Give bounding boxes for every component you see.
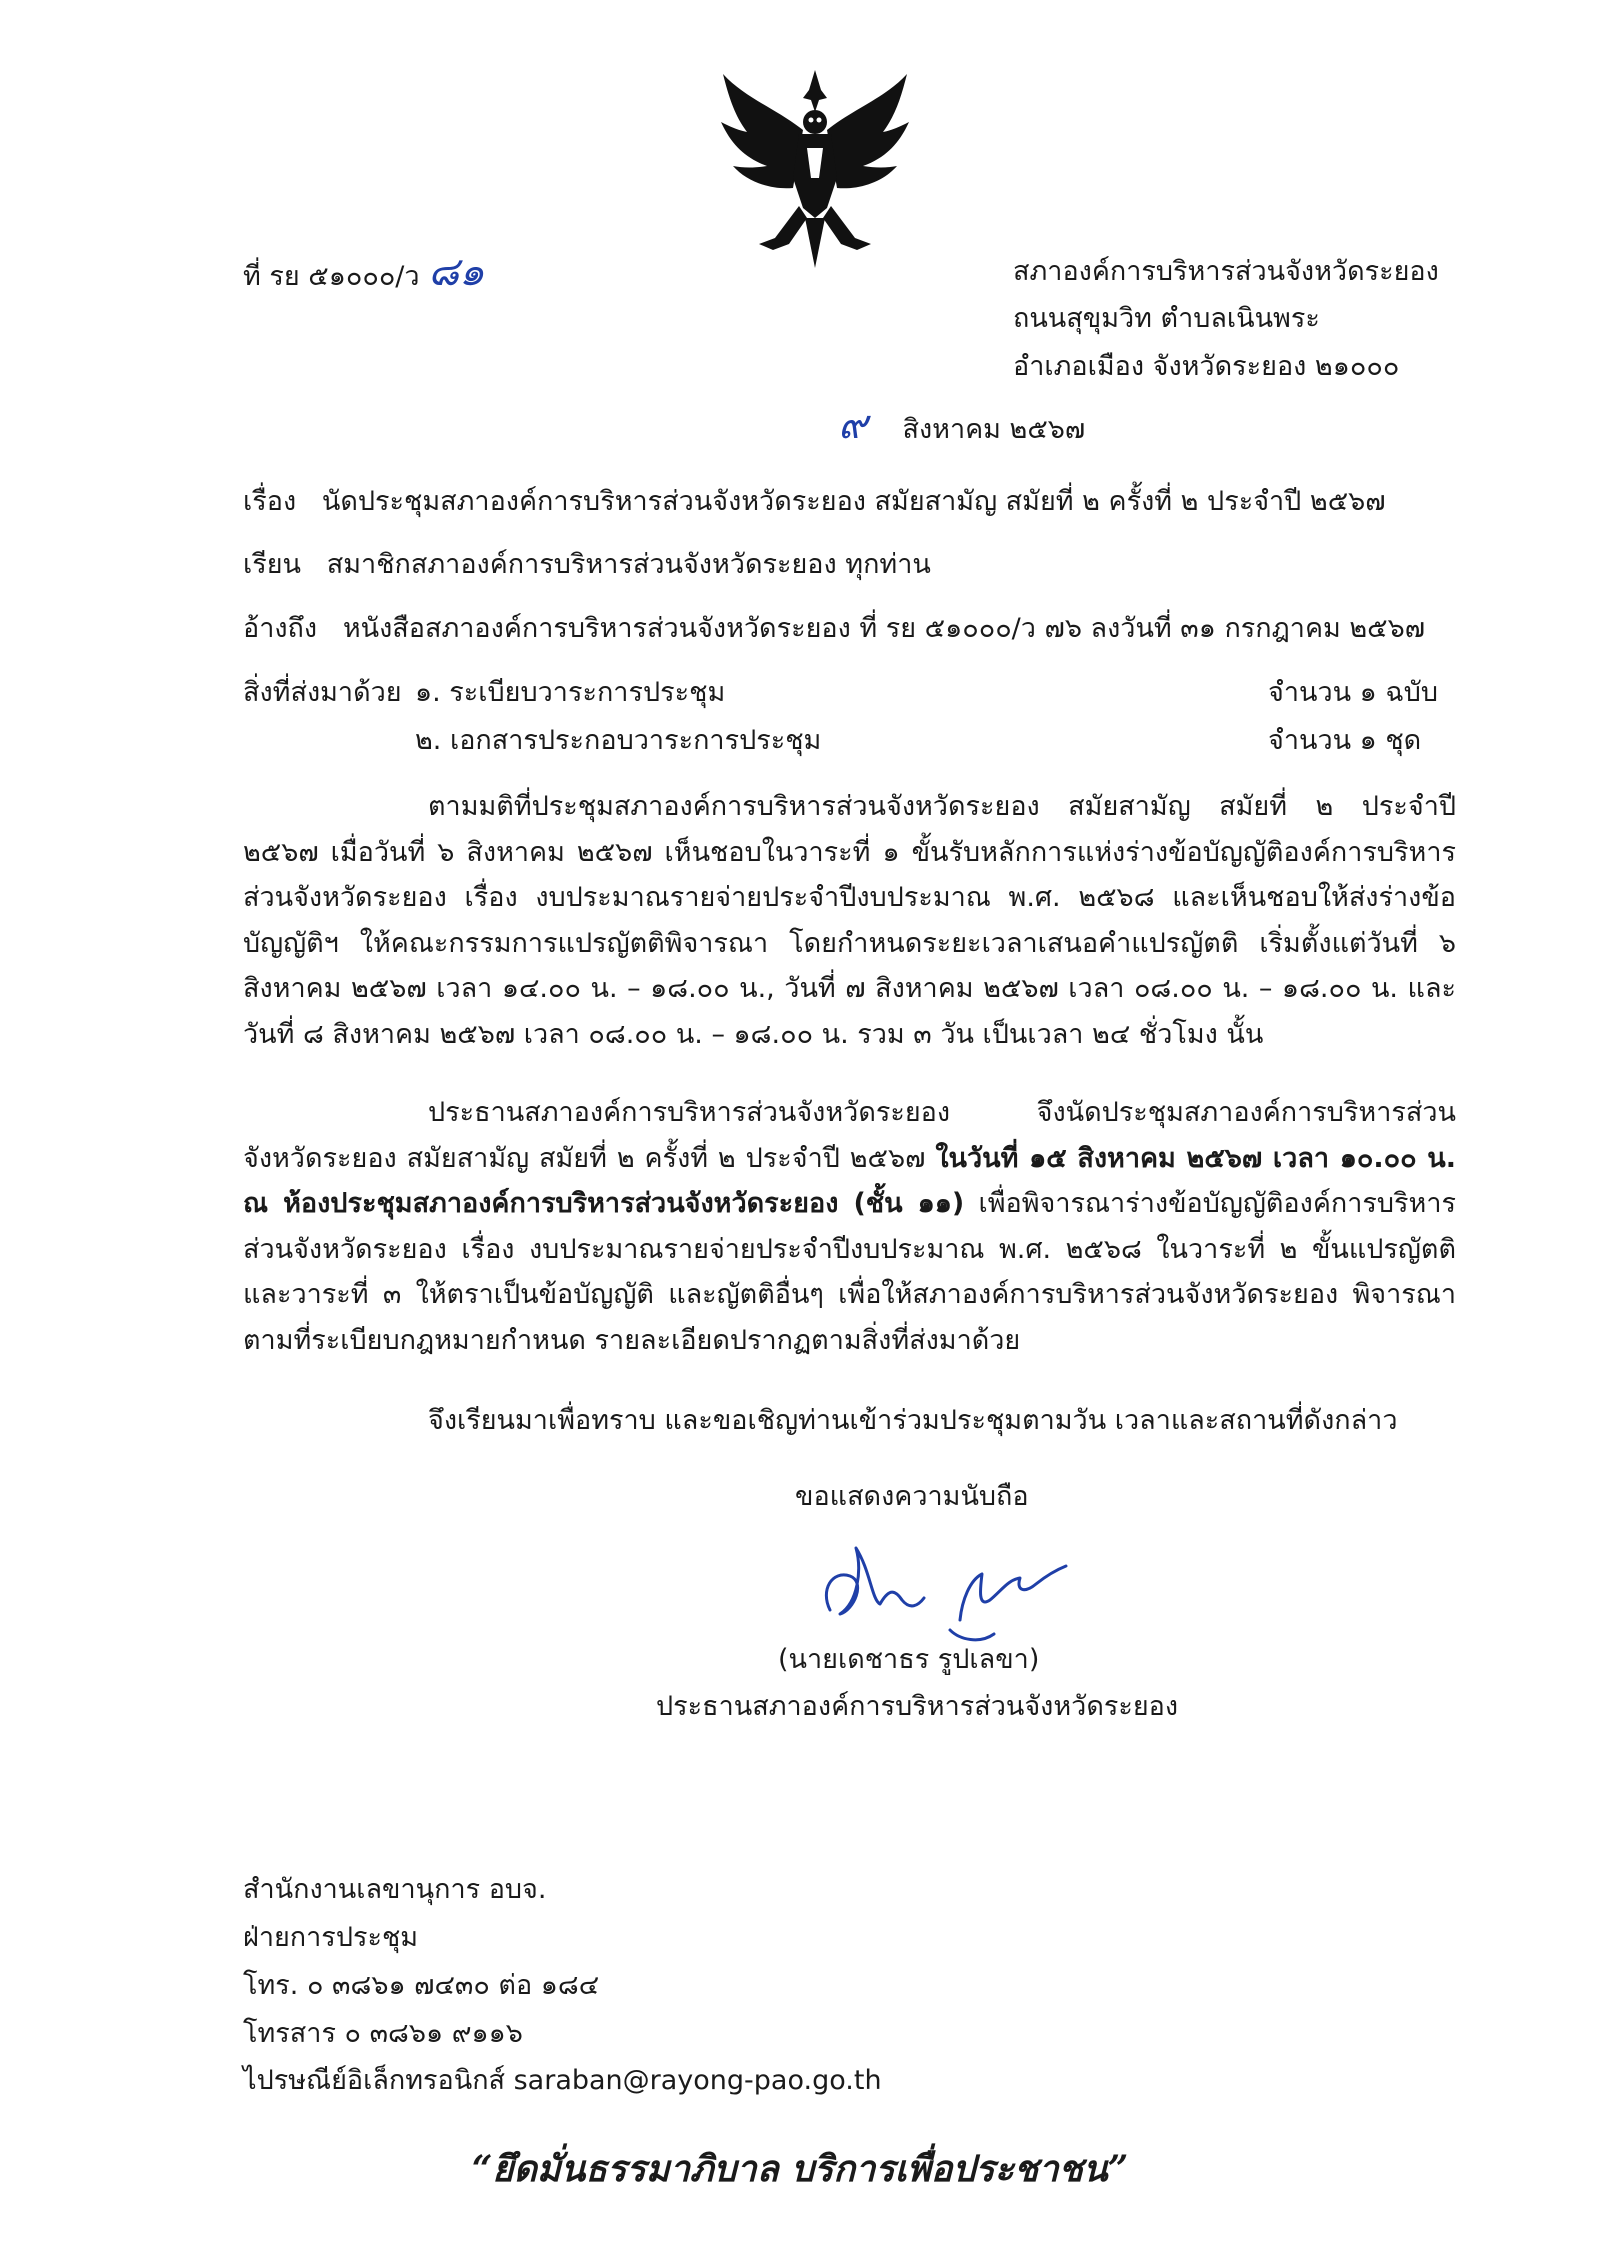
garuda-emblem: [715, 68, 915, 278]
reference-label: อ้างถึง: [243, 613, 318, 644]
enclosure-item-2: ๒. เอกสารประกอบวาระการประชุม: [415, 725, 822, 756]
body-paragraph-1: [243, 784, 1456, 1057]
contact-email: ไปรษณีย์อิเล็กทรอนิกส์ saraban@rayong-pao.go.th: [243, 2065, 882, 2096]
contact-fax: โทรสาร ๐ ๓๘๖๑ ๙๑๑๖: [243, 2018, 523, 2049]
signer-name: (นายเดชาธร รูปเลขา): [778, 1644, 1040, 1675]
subject-label: เรื่อง: [243, 486, 297, 517]
document-number-prefix: ที่ รย ๕๑๐๐๐/ว: [243, 261, 420, 292]
recipient-text: สมาชิกสภาองค์การบริหารส่วนจังหวัดระยอง ทุกท่าน: [326, 549, 931, 580]
signature-handwritten: [810, 1530, 1080, 1650]
closing-salutation: ขอแสดงความนับถือ: [795, 1481, 1029, 1512]
reference-text: หนังสือสภาองค์การบริหารส่วนจังหวัดระยอง ที่ รย ๕๑๐๐๐/ว ๗๖ ลงวันที่ ๓๑ กรกฎาคม ๒๕๖๗: [342, 613, 1426, 644]
contact-phone: โทร. ๐ ๓๘๖๑ ๗๔๓๐ ต่อ ๑๘๔: [243, 1970, 600, 2001]
document-number-handwritten: ๘๑: [428, 249, 485, 295]
recipient-label: เรียน: [243, 549, 302, 580]
org-district: อำเภอเมือง จังหวัดระยอง ๒๑๐๐๐: [1013, 351, 1400, 382]
subject-text: นัดประชุมสภาองค์การบริหารส่วนจังหวัดระยอง สมัยสามัญ สมัยที่ ๒ ครั้งที่ ๒ ประจำปี ๒๕๖๗: [321, 486, 1386, 517]
enclosure-qty-1: จำนวน ๑ ฉบับ: [1268, 677, 1439, 708]
contact-section: ฝ่ายการประชุม: [243, 1922, 419, 1953]
document-number: [243, 249, 485, 295]
enclosures-label: สิ่งที่ส่งมาด้วย: [243, 677, 402, 708]
reference-line: [243, 612, 1425, 646]
body-paragraph-2-text-a: ประธานสภาองค์การบริหารส่วนจังหวัดระยอง จึงนัดประชุมสภาองค์การบริหารส่วนจังหวัดระยอง สมัยสามัญ สมัยที่ ๒ ครั้งที่ ๒ ประจำปี ๒๕๖๗: [243, 1097, 1456, 1174]
org-name: สภาองค์การบริหารส่วนจังหวัดระยอง: [1013, 256, 1439, 287]
meeting-datetime-venue: ในวันที่ ๑๕ สิงหาคม ๒๕๖๗ เวลา ๑๐.๐๐ น. ณ ห้องประชุมสภาองค์การบริหารส่วนจังหวัดระยอง (ชั้น ๑๑): [243, 1142, 1456, 1219]
body-paragraph-3: [243, 1398, 1456, 1444]
body-paragraph-2-text-b: เพื่อพิจารณาร่างข้อบัญญัติองค์การบริหารส่วนจังหวัดระยอง เรื่อง งบประมาณรายจ่ายประจำปีงบประมาณ พ.ศ. ๒๕๖๘ ในวาระที่ ๒ ขั้นแปรญัตติ และวาระที่ ๓ ให้ตราเป็นข้อบัญญัติ และญัตติอื่นๆ เพื่อให้สภาองค์การบริหารส่วนจังหวัดระยอง พิจารณาตามที่ระเบียบกฎหมายกำหนด รายละเอียดปรากฏตามสิ่งที่ส่งมาด้วย: [243, 1188, 1456, 1356]
contact-office: สำนักงานเลขานุการ อบจ.: [243, 1874, 547, 1905]
date-day-handwritten: ๙: [838, 402, 868, 448]
body-paragraph-2: [243, 1090, 1456, 1363]
body-paragraph-1-text: ตามมติที่ประชุมสภาองค์การบริหารส่วนจังหวัดระยอง สมัยสามัญ สมัยที่ ๒ ประจำปี ๒๕๖๗ เมื่อวันที่ ๖ สิงหาคม ๒๕๖๗ เห็นชอบในวาระที่ ๑ ขั้นรับหลักการแห่งร่างข้อบัญญัติองค์การบริหารส่วนจังหวัดระยอง เรื่อง งบประมาณรายจ่ายประจำปีงบประมาณ พ.ศ. ๒๕๖๘ และเห็นชอบให้ส่งร่างข้อบัญญัติฯ ให้คณะกรรมการแปรญัตติพิจารณา โดยกำหนดระยะเวลาเสนอคำแปรญัตติ เริ่มตั้งแต่วันที่ ๖ สิงหาคม ๒๕๖๗ เวลา ๑๔.๐๐ น. – ๑๘.๐๐ น., วันที่ ๗ สิงหาคม ๒๕๖๗ เวลา ๐๘.๐๐ น. – ๑๘.๐๐ น. และวันที่ ๘ สิงหาคม ๒๕๖๗ เวลา ๐๘.๐๐ น. – ๑๘.๐๐ น. รวม ๓ วัน เป็นเวลา ๒๔ ชั่วโมง นั้น: [243, 791, 1456, 1050]
enclosure-item-1: ๑. ระเบียบวาระการประชุม: [415, 677, 726, 708]
signer-title: ประธานสภาองค์การบริหารส่วนจังหวัดระยอง: [656, 1691, 1179, 1722]
footer-motto: “ยึดมั่นธรรมาภิบาล บริการเพื่อประชาชน”: [471, 2148, 1129, 2190]
body-paragraph-3-text: จึงเรียนมาเพื่อทราบ และขอเชิญท่านเข้าร่วมประชุมตามวัน เวลาและสถานที่ดังกล่าว: [428, 1405, 1398, 1436]
date-month-year: สิงหาคม ๒๕๖๗: [902, 414, 1086, 445]
subject-line: [243, 485, 1386, 519]
recipient-line: [243, 548, 931, 582]
letter-date: [838, 402, 1086, 448]
org-street: ถนนสุขุมวิท ตำบลเนินพระ: [1013, 303, 1320, 334]
enclosure-qty-2: จำนวน ๑ ชุด: [1268, 725, 1422, 756]
